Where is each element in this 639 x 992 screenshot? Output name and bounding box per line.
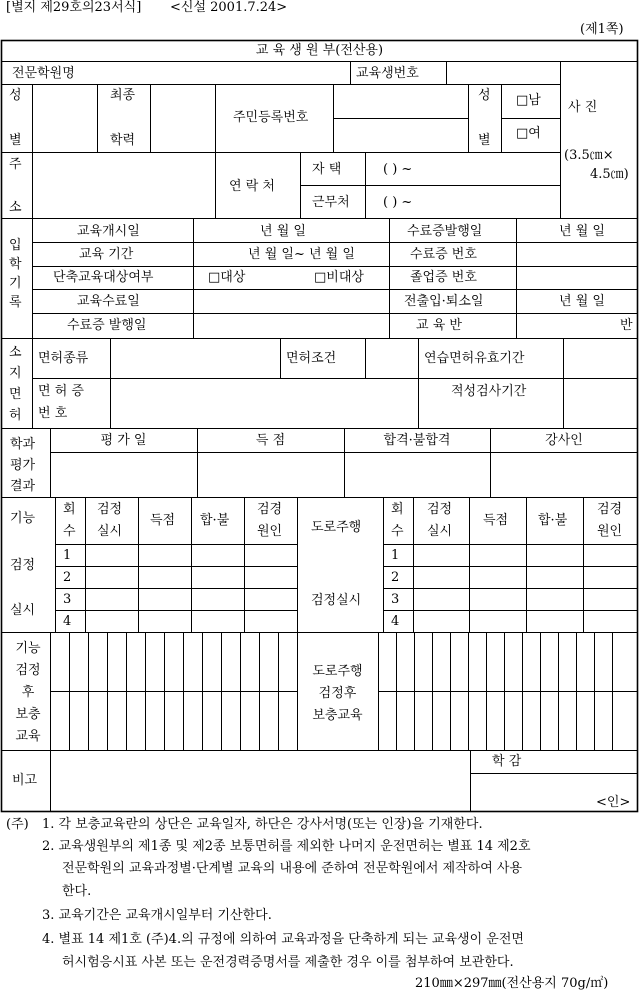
education-label-bottom: 학력 [110,133,136,148]
academy-name-label: 전문학원명 [12,66,75,81]
paper-size-footer: 210㎜×297㎜(전산용지 70g/㎡) [415,976,609,991]
enrollment-section-label: 입 학 기 록 [9,238,22,310]
transfer-date-value: 년 월 일 [559,294,605,309]
name-label-top: 성 [9,88,22,103]
transfer-date-label: 전출입·퇴소일 [404,294,484,309]
trainee-no-label: 교육생번호 [356,66,419,81]
road-round-header-bottom: 수 [391,524,404,539]
note-3: 3. 교육기간은 교육개시일부터 기산한다. [42,908,272,923]
license-section-label: 소 지 면 허 [9,345,22,423]
round-3: 3 [63,592,72,607]
round-header-bottom: 수 [63,524,76,539]
male-checkbox[interactable]: □남 [516,93,541,108]
road-round-4: 4 [391,614,400,629]
female-checkbox[interactable]: □여 [516,126,541,141]
photo-label: 사 진 [568,100,598,115]
revision-note: <신설 2001.7.24> [170,0,288,15]
exam-header-top: 검정 [97,502,123,517]
director-label: 학 감 [492,754,522,769]
class-label: 교 육 반 [416,318,462,333]
pass-header: 합·불 [200,513,230,528]
start-date-label: 교육개시일 [77,224,140,239]
form-reference: [별지 제29호의23서식] [6,0,142,15]
score-header: 득점 [150,513,176,528]
road-score-header: 득점 [483,513,509,528]
road-round-2: 2 [391,570,400,585]
road-exam-label: 검정실시 [311,593,362,608]
road-test-label: 도로주행 [311,520,362,535]
notes-marker: (주) [6,817,29,832]
seal-mark: <인> [596,795,631,810]
gender-label-top: 성 [478,88,491,103]
license-condition-label: 면허조건 [286,351,337,366]
cert-date-label: 수료증 발행일 [67,318,147,333]
road-round-header-top: 회 [391,502,404,517]
road-remedial-label: 도로주행 검정후 보충교육 [312,664,363,723]
grad-cert-no-label: 졸업증 번호 [410,270,477,285]
cert-no-label: 수료증 번호 [410,247,477,262]
note-2-cont: 전문학원의 교육과정별·단계별 교육의 내용에 준하여 전문학원에서 제작하여 사용 [62,861,523,876]
academic-col-score: 득 점 [255,433,286,448]
road-round-1: 1 [391,548,400,563]
shortened-label: 단축교육대상여부 [53,270,154,285]
remarks-label: 비고 [12,773,38,788]
remedial-section-label: 기능 검정 후 보충 교육 [15,641,41,744]
note-4-cont: 허시험응시표 사본 또는 운전경력증명서를 제출한 경우 이를 첨부하여 보관한다. [62,955,514,970]
gender-label-bottom: 별 [478,133,491,148]
road-exam-header-bottom: 실시 [427,524,453,539]
academic-section-label: 학과 평가 결과 [10,437,36,494]
aptitude-test-label: 적성검사기간 [451,384,527,399]
note-2: 2. 교육생원부의 제1종 및 제2종 보통면허를 제외한 나머지 운전면허는 별표 14 제2호 [42,839,531,854]
photo-size-bottom: 4.5㎝) [590,167,629,182]
home-phone-label: 자 택 [312,162,342,177]
work-phone-format: ( ) ~ [383,195,413,210]
address-label-bottom: 소 [9,200,22,215]
photo-size-top: (3.5㎝× [564,148,614,163]
road-exam-header-top: 검정 [427,502,453,517]
target-checkbox[interactable]: □대상 [208,270,246,285]
period-label: 교육 기간 [79,247,134,262]
note-1: 1. 각 보충교육란의 상단은 교육일자, 하단은 강사서명(또는 인장)을 기재한다. [42,817,483,832]
reason-header-top: 검경 [257,502,283,517]
completion-date-label: 교육수료일 [77,294,140,309]
cert-issue-date-label: 수료증발행일 [407,224,483,239]
road-pass-header: 합·불 [538,513,568,528]
academic-col-result: 합격·불합격 [383,433,451,448]
round-header-top: 회 [63,502,76,517]
road-round-3: 3 [391,592,400,607]
skills-label-2: 검정 [10,558,36,573]
resident-no-label: 주민등록번호 [233,110,309,125]
road-reason-header-bottom: 원인 [597,524,623,539]
round-1: 1 [63,548,72,563]
page-number: (제1쪽) [580,22,624,37]
reason-header-bottom: 원인 [257,524,283,539]
license-number-label-top: 면 허 증 [38,384,84,399]
note-2-end: 한다. [62,884,92,899]
home-phone-format: ( ) ~ [383,162,413,177]
form-title: 교 육 생 원 부(전산용) [255,43,384,58]
cert-issue-date-value: 년 월 일 [559,224,605,239]
round-4: 4 [63,614,72,629]
period-value: 년 월 일~ 년 월 일 [248,247,355,262]
road-reason-header-top: 검경 [597,502,623,517]
work-phone-label: 근무처 [312,195,350,210]
license-type-label: 면허종류 [38,351,89,366]
academic-col-date: 평 가 일 [100,433,147,448]
round-2: 2 [63,570,72,585]
name-label-bottom: 별 [9,133,22,148]
start-date-value: 년 월 일 [260,224,306,239]
practice-validity-label: 연습면허유효기간 [424,351,525,366]
skills-label-3: 실시 [10,603,36,618]
address-label-top: 주 [9,157,22,172]
exam-header-bottom: 실시 [97,524,123,539]
contact-label: 연 락 처 [229,179,275,194]
class-value: 반 [620,318,633,333]
note-4: 4. 별표 14 제1호 (주)4.의 규정에 의하여 교육과정을 단축하게 되는 교육생이 운전면 [42,932,524,947]
license-number-label-bottom: 번 호 [38,406,68,421]
academic-col-instructor: 강사인 [545,433,583,448]
non-target-checkbox[interactable]: □비대상 [314,270,364,285]
skills-label-1: 기능 [10,511,36,526]
education-label-top: 최종 [110,88,136,103]
